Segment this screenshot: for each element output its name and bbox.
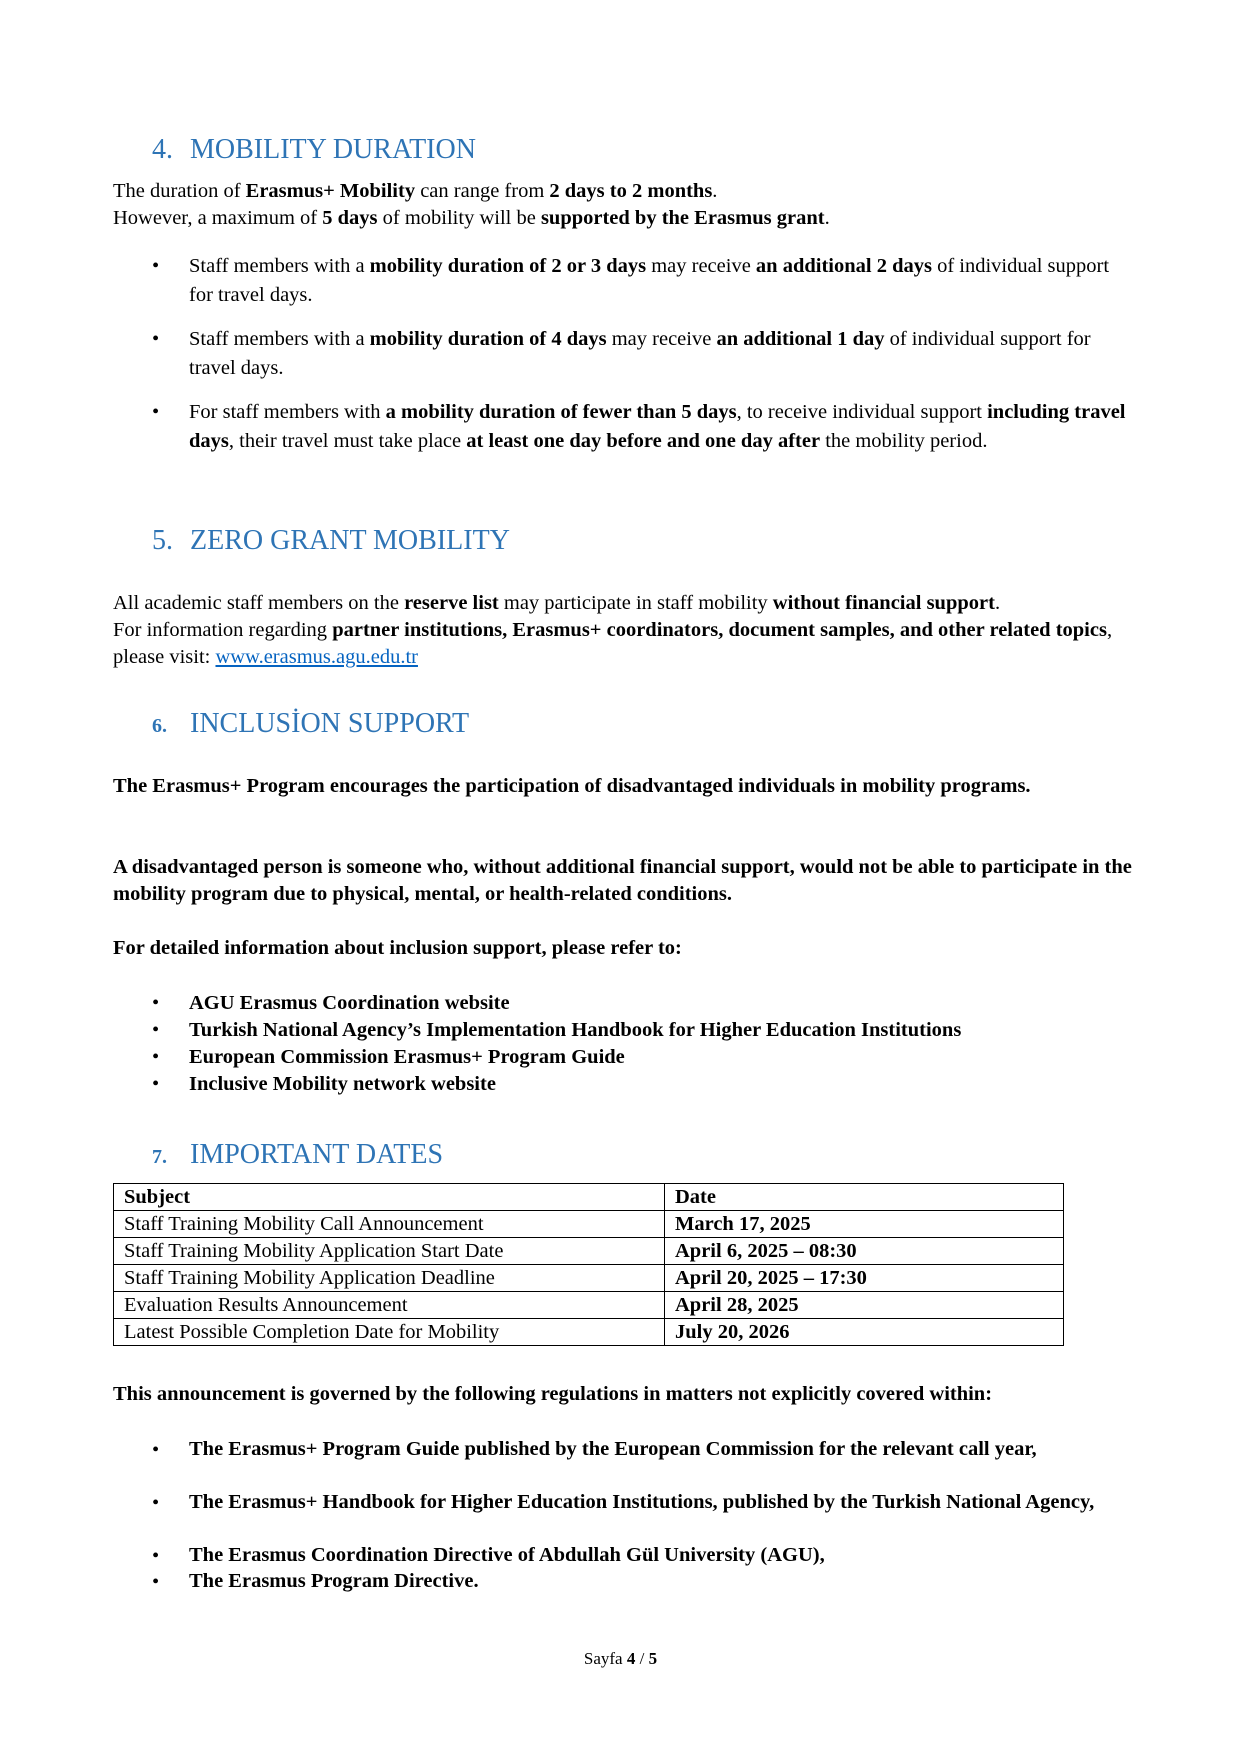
inclusion-paragraph-1	[113, 773, 1133, 800]
table-row	[114, 1319, 1064, 1346]
section-7-title: IMPORTANT DATES	[190, 1139, 444, 1170]
text-run-bold: including travel days	[189, 401, 1126, 452]
table-cell-subject: Latest Possible Completion Date for Mobility	[114, 1319, 665, 1346]
text-run: Staff members with a	[189, 328, 370, 350]
table-cell-subject: Staff Training Mobility Application Deadline	[114, 1265, 665, 1292]
page-footer	[0, 1649, 1241, 1669]
text-run-bold: mobility duration of 2 or 3 days	[369, 255, 647, 277]
section-4-number: 4.	[152, 134, 173, 165]
text-run-bold: without financial support	[772, 592, 995, 614]
text-run-bold: A disadvantaged person is someone who, without additional financial support, would not be able to participate in the mobility program due to physical, mental, or health-related conditions.	[113, 856, 1132, 905]
list-item-label: The Erasmus Program Directive.	[189, 1570, 479, 1592]
list-item	[152, 252, 1127, 309]
bullet-icon: •	[152, 328, 160, 350]
text-run: the mobility period.	[820, 429, 988, 452]
list-item	[152, 989, 1127, 1018]
section-6-number: 6.	[152, 715, 167, 737]
text-run-bold: 2 days to 2 months	[549, 180, 713, 202]
table-cell-date: April 28, 2025	[665, 1292, 1064, 1319]
erasmus-website-link[interactable]: www.erasmus.agu.edu.tr	[215, 646, 418, 668]
text-run-bold: an additional 1 day	[716, 328, 885, 350]
text-run: Staff members with a	[189, 255, 370, 277]
text-run-bold: 5 days	[322, 207, 378, 229]
table-row	[114, 1265, 1064, 1292]
table-cell-date: April 20, 2025 – 17:30	[665, 1265, 1064, 1292]
bullet-icon: •	[152, 1545, 160, 1567]
section-4-heading	[152, 133, 476, 167]
list-item-label: Inclusive Mobility network website	[189, 1073, 496, 1095]
section-6-heading	[152, 707, 469, 743]
list-item	[152, 325, 1127, 382]
list-item-label: The Erasmus+ Handbook for Higher Education Institutions, published by the Turkish National Agency,	[189, 1491, 1095, 1513]
list-item	[152, 1568, 1127, 1595]
text-run: However, a maximum of	[113, 207, 323, 229]
text-run: may receive	[606, 328, 717, 350]
text-run-bold: The Erasmus+ Program encourages the participation of disadvantaged individuals in mobility programs.	[113, 775, 1031, 797]
list-item	[152, 398, 1127, 455]
table-row	[114, 1211, 1064, 1238]
section-7-heading	[152, 1138, 443, 1174]
bullet-icon: •	[152, 1019, 160, 1041]
text-run: For staff members with	[189, 401, 386, 423]
table-cell-date: April 6, 2025 – 08:30	[665, 1238, 1064, 1265]
text-run: of mobility will be	[377, 207, 541, 229]
text-run: .	[712, 180, 718, 202]
list-item-label: The Erasmus Coordination Directive of Abdullah Gül University (AGU),	[189, 1544, 825, 1566]
table-cell-date: July 20, 2026	[665, 1319, 1064, 1346]
text-run: , their travel must take place	[228, 429, 467, 452]
text-run-bold: an additional 2 days	[755, 255, 932, 277]
bullet-icon: •	[152, 1439, 160, 1461]
text-run: of individual support for travel days.	[189, 328, 1091, 379]
table-header-subject: Subject	[114, 1184, 665, 1211]
table-cell-subject: Staff Training Mobility Call Announcement	[114, 1211, 665, 1238]
list-item	[152, 1489, 1127, 1516]
bullet-icon: •	[152, 401, 160, 423]
text-run: may participate in staff mobility	[498, 592, 773, 614]
section-5-heading	[152, 524, 510, 558]
table-header-date: Date	[665, 1184, 1064, 1211]
bullet-icon: •	[152, 1073, 160, 1095]
text-run: .	[824, 207, 830, 229]
text-run: may receive	[646, 255, 756, 277]
list-item	[152, 1070, 1127, 1099]
list-item-label: Turkish National Agency’s Implementation Handbook for Higher Education Institutions	[189, 1019, 962, 1041]
text-run-bold: This announcement is governed by the following regulations in matters not explicitly covered within:	[113, 1383, 993, 1405]
section-4-title: MOBILITY DURATION	[190, 134, 476, 165]
footer-label: Sayfa	[583, 1649, 627, 1668]
section-5-number: 5.	[152, 525, 173, 556]
bullet-icon: •	[152, 255, 160, 277]
text-run: .	[994, 592, 1001, 614]
table-cell-subject: Evaluation Results Announcement	[114, 1292, 665, 1319]
text-run-bold: reserve list	[404, 592, 499, 614]
zero-grant-paragraph	[113, 590, 1133, 671]
text-run-bold: Erasmus+ Mobility	[245, 180, 416, 202]
section-6-title: INCLUSİON SUPPORT	[190, 708, 470, 739]
inclusion-paragraph-3	[113, 935, 1133, 962]
text-run-bold: partner institutions, Erasmus+ coordinators, document samples, and other related topics	[332, 619, 1107, 641]
text-run-bold: at least one day before and one day after	[466, 429, 821, 452]
text-run-bold: mobility duration of 4 days	[369, 328, 607, 350]
section-5-title: ZERO GRANT MOBILITY	[190, 525, 510, 556]
list-item-label: European Commission Erasmus+ Program Guide	[189, 1046, 625, 1068]
list-item-label: The Erasmus+ Program Guide published by the European Commission for the relevant call year,	[189, 1438, 1037, 1460]
footer-total-pages: 5	[648, 1649, 658, 1668]
text-run: For information regarding	[113, 619, 333, 641]
bullet-icon: •	[152, 1492, 160, 1514]
table-cell-subject: Staff Training Mobility Application Start Date	[114, 1238, 665, 1265]
text-run-bold: supported by the Erasmus grant	[540, 207, 825, 229]
text-run: , please visit:	[113, 619, 1113, 668]
table-cell-date: March 17, 2025	[665, 1211, 1064, 1238]
table-row	[114, 1238, 1064, 1265]
list-item-label: AGU Erasmus Coordination website	[189, 992, 510, 1014]
text-run: All academic staff members on the	[113, 592, 405, 614]
section-7-number: 7.	[152, 1146, 167, 1168]
text-run: , to receive individual support	[736, 401, 988, 423]
bullet-icon: •	[152, 1046, 160, 1068]
bullet-icon: •	[152, 1571, 160, 1593]
important-dates-table	[113, 1183, 1064, 1346]
list-item	[152, 1043, 1127, 1072]
text-run: can range from	[415, 180, 550, 202]
duration-paragraph	[113, 178, 1133, 232]
bullet-icon: •	[152, 992, 160, 1014]
text-run-bold: a mobility duration of fewer than 5 days	[385, 401, 737, 423]
text-run: of individual support for travel days.	[189, 255, 1110, 306]
list-item	[152, 1016, 1127, 1045]
footer-separator: /	[635, 1649, 649, 1668]
text-run-bold: For detailed information about inclusion support, please refer to:	[113, 937, 682, 959]
text-run: The duration of	[113, 180, 246, 202]
regulations-intro	[113, 1381, 1133, 1408]
table-header-row	[114, 1184, 1064, 1211]
footer-current-page: 4	[626, 1649, 636, 1668]
inclusion-paragraph-2	[113, 854, 1133, 908]
table-row	[114, 1292, 1064, 1319]
list-item	[152, 1542, 1127, 1569]
list-item	[152, 1436, 1127, 1463]
